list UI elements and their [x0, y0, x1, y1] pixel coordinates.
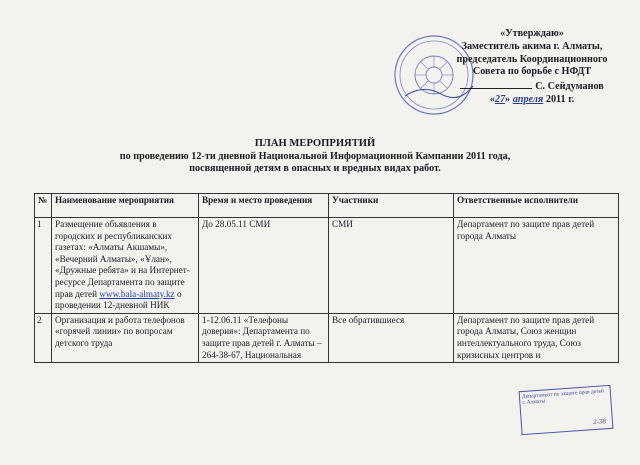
row-number: 2	[35, 313, 52, 362]
plan-table	[34, 193, 619, 363]
row-time-place: До 28.05.11 СМИ	[199, 218, 329, 314]
title-subheading: по проведению 12-ти дневной Национальной Информационной Кампании 2011 года,	[119, 150, 511, 162]
table-row	[35, 218, 619, 314]
document-title	[30, 138, 600, 176]
date-month: апреля	[512, 93, 544, 105]
approval-signature-row	[432, 79, 632, 94]
date-quote-close: »	[505, 93, 511, 105]
row-responsible: Департамент по защите прав детей города Алматы, Союз женщин интеллектуального труда, Союз кризисных центров и	[454, 313, 619, 362]
table-row	[35, 313, 619, 362]
stamp-text: Департамент по защите прав детей г. Алматы	[521, 388, 605, 407]
approval-council: Совета по борьбе с НФДТ	[472, 66, 592, 78]
row-participants: СМИ	[329, 218, 454, 314]
event-name-tail: о проведении 12-дневной НИК	[55, 288, 182, 311]
event-name-text: Размещение объявления в городских и республиканских газетах: «Алматы Акшамы», «Вечерний Алматы», «Ұлан», «Дружные ребята» и на Интернет-ресурсе Департамента по защите прав детей	[55, 219, 190, 299]
row-number: 1	[35, 218, 52, 314]
date-year: 2011 г.	[545, 93, 575, 105]
header-participants: Участники	[329, 194, 454, 218]
row-event-name: Организация и работа телефонов «горячей линии» по вопросам детского труда	[52, 313, 199, 362]
row-responsible: Департамент по защите прав детей города Алматы	[454, 218, 619, 314]
approval-heading: «Утверждаю»	[500, 28, 564, 39]
approval-date	[432, 94, 632, 107]
header-number: №	[35, 194, 52, 218]
stamp-number: 2-38	[592, 417, 607, 427]
registration-stamp	[519, 385, 614, 435]
title-subheading-2: посвященной детям в опасных и вредных видах работ.	[189, 163, 441, 175]
row-participants: Все обратившиеся	[329, 313, 454, 362]
header-event-name: Наименование мероприятия	[52, 194, 199, 218]
approval-chair: председатель Координационного	[456, 53, 608, 65]
header-time-place: Время и место проведения	[199, 194, 329, 218]
row-time-place: 1-12.06.11 «Телефоны доверия»: Департамента по защите прав детей г. Алматы – 264-38-67, Национальная	[199, 313, 329, 362]
date-day: 27	[494, 93, 506, 105]
signer-name: С. Сейдуманов	[535, 81, 604, 93]
website-link[interactable]: www.bala-almaty.kz	[99, 288, 175, 299]
approval-position: Заместитель акима г. Алматы,	[461, 40, 603, 52]
header-responsible: Ответственные исполнители	[454, 194, 619, 218]
date-quote-open: «	[489, 93, 495, 105]
table-header-row	[35, 194, 619, 218]
approval-block	[432, 28, 632, 107]
signature-line	[460, 79, 532, 89]
row-event-name	[52, 218, 199, 314]
title-heading: ПЛАН МЕРОПРИЯТИЙ	[254, 138, 376, 149]
